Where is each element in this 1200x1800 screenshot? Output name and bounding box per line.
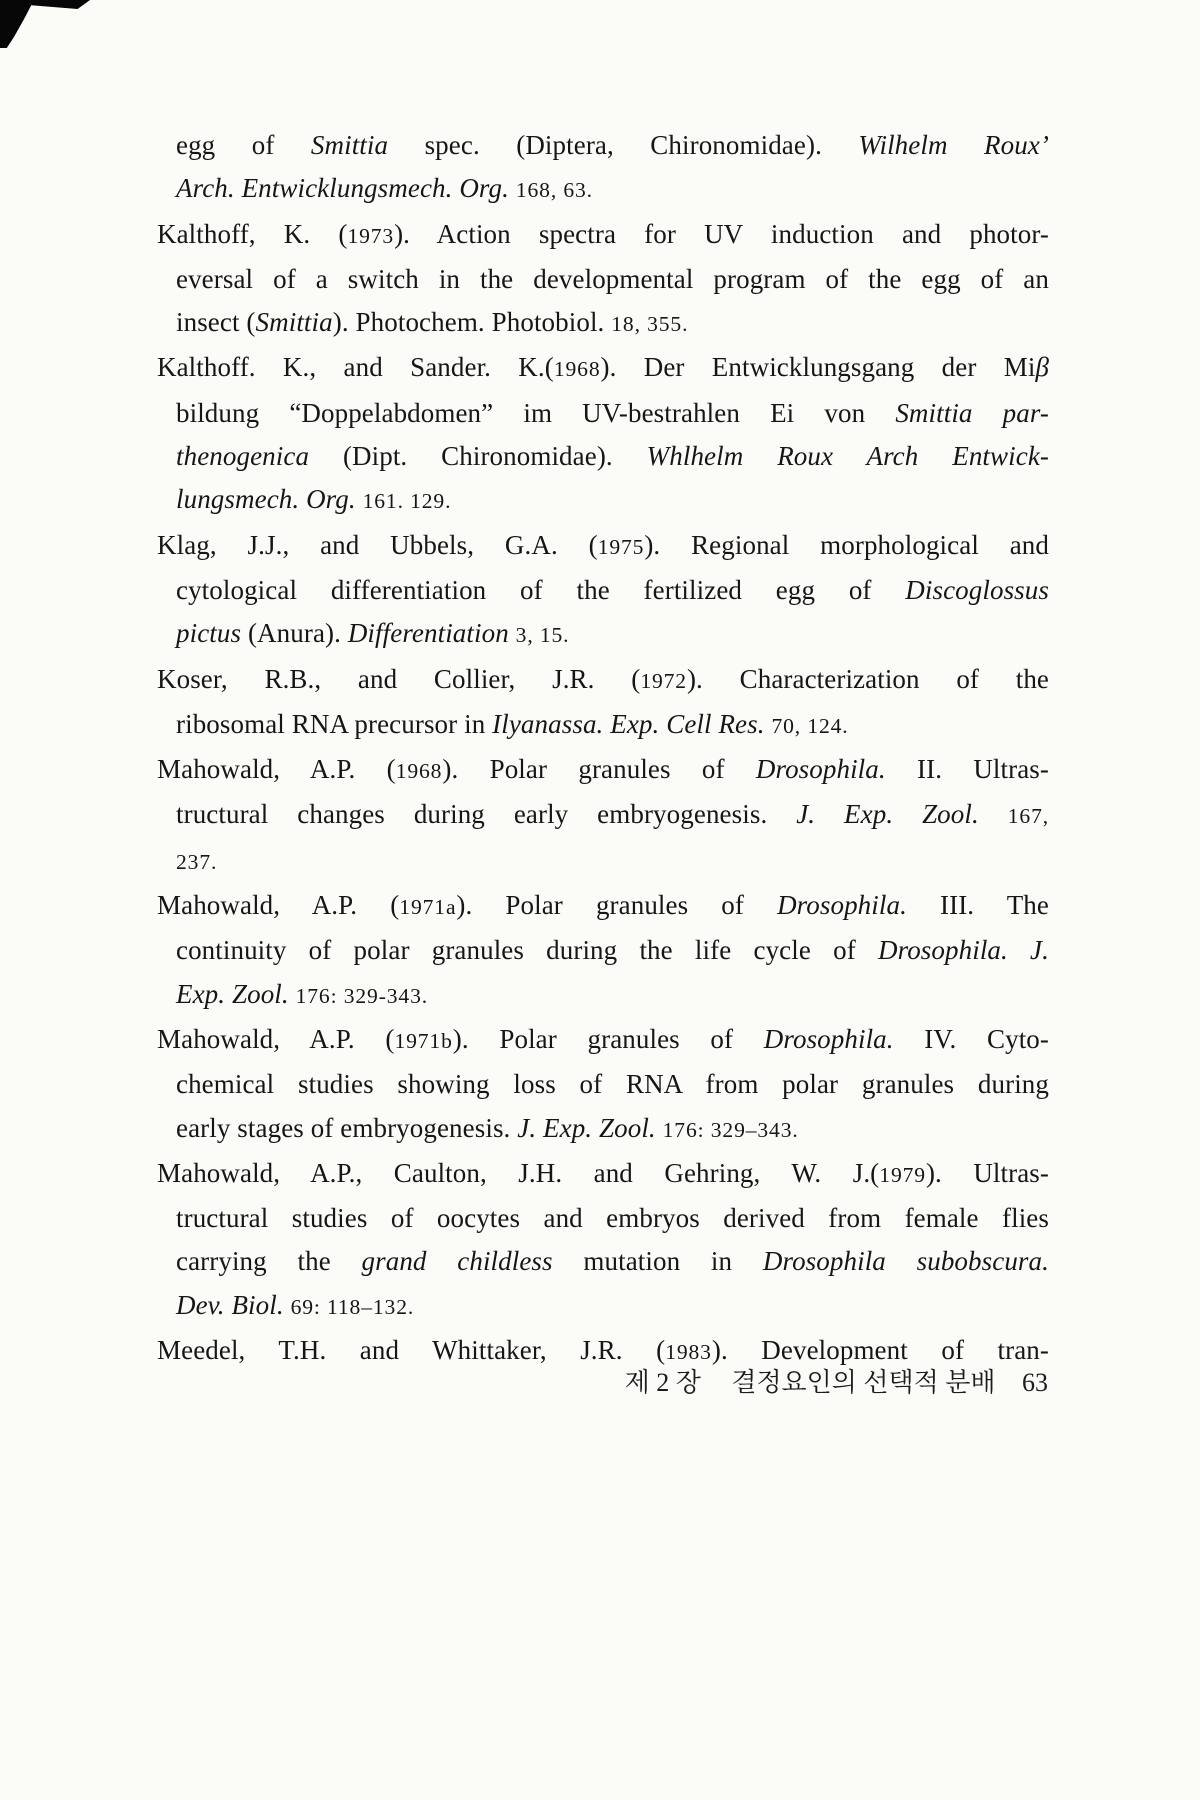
text-segment: tructural studies of oocytes and embryos derived from female flies [176,1203,1049,1234]
text-segment: β [1035,352,1050,383]
reference-line [157,213,1049,258]
text-segment: Mahowald, A.P. ( [157,754,396,785]
text-segment: Dev. Biol. [176,1289,284,1320]
reference-entry [157,658,1049,749]
text-segment: ). Photochem. Photobiol. [332,307,612,338]
scan-artifact-top-edge [28,0,90,9]
reference-entry [157,884,1049,1018]
text-segment: 1971a [399,895,457,920]
text-segment [509,618,516,648]
text-segment: ). Polar granules of [456,890,778,921]
text-segment: pictus [176,618,242,649]
text-segment: Drosophila subobscura. [762,1246,1049,1277]
text-segment: Drosophila. [755,754,886,785]
reference-line [157,929,1049,972]
text-segment [284,1290,291,1320]
reference-line [157,124,1049,167]
reference-line [157,884,1049,929]
reference-line [157,478,1049,523]
reference-line [157,1240,1049,1283]
text-segment: J. Exp. Zool. [517,1112,656,1143]
reference-line [157,167,1049,212]
text-segment: 1968 [553,357,601,382]
text-segment: Koser, R.B., and Collier, J.R. ( [157,663,641,694]
text-segment: III. The [906,890,1049,921]
reference-entry [157,748,1049,884]
text-segment: IV. Cyto- [893,1023,1049,1054]
text-segment: ribosomal RNA precursor in [176,708,493,739]
reference-entry [157,124,1049,213]
text-segment: ). Characterization of the [686,663,1050,694]
text-segment: 70, 124. [771,713,849,738]
text-segment: ). Action spectra for UV induction and photor- [394,218,1049,249]
text-segment: ). Ultras- [925,1157,1049,1188]
text-segment: 1971b [394,1028,453,1053]
text-segment: Mahowald, A.P. ( [157,890,400,921]
text-segment: bildung “Doppelabdomen” im UV-bestrahlen Ei von [176,397,896,428]
text-segment: chemical studies showing loss of RNA from polar granules during [176,1069,1049,1100]
text-segment: Drosophila. [763,1023,894,1054]
text-segment: 1983 [665,1340,712,1365]
text-segment: insect ( [176,307,256,338]
reference-line [157,1107,1049,1152]
text-segment: Drosophila. J. [878,935,1049,966]
text-segment: eversal of a switch in the developmental program of the egg of an [176,263,1049,294]
text-segment: Wilhelm Roux’ [858,130,1049,160]
reference-line [157,839,1049,884]
scan-artifact-corner [0,0,34,48]
text-segment: 1972 [640,668,687,693]
text-segment: 69: 118–132. [290,1294,415,1319]
text-segment: J. Exp. Zool. [796,799,979,830]
text-segment: Kalthoff. K., and Sander. K.( [157,352,554,383]
text-segment: Exp. Zool. [176,978,289,1009]
reference-entry [157,1018,1049,1152]
text-segment: ). Regional morphological and [644,529,1049,560]
text-segment: Klag, J.J., and Ubbels, G.A. ( [157,529,598,560]
text-segment [979,799,1008,829]
text-segment: tructural changes during early embryogenesis. [176,799,797,830]
reference-line [157,1018,1049,1063]
footer-chapter-label: 제 2 장 [624,1368,701,1397]
page-footer [625,1362,1048,1399]
text-segment: ). Polar granules of [452,1023,764,1054]
reference-line [157,258,1049,301]
reference-line [157,612,1049,657]
text-segment: ). Development of tran- [711,1335,1049,1366]
text-segment: continuity of polar granules during the life cycle of [176,935,878,966]
text-segment: thenogenica [176,441,310,472]
text-segment: Ilyanassa. Exp. Cell Res. [492,708,765,739]
text-segment [656,1113,663,1143]
reference-line [157,1063,1049,1106]
text-segment: Arch. Entwicklungsmech. Org. [176,173,516,204]
text-segment: spec. (Diptera, Chironomidae). [388,130,859,160]
text-segment: Drosophila. [777,890,907,921]
text-segment: 18, 355. [611,312,689,337]
text-segment: ). Der Entwicklungsgang der Mi [600,352,1036,383]
text-segment: mutation in [552,1246,763,1277]
reference-line [157,569,1049,612]
text-segment: cytological differentiation of the fertilized egg of [176,574,906,605]
reference-line [157,748,1049,793]
text-segment: II. Ultras- [885,754,1049,785]
reference-line [157,703,1049,748]
text-segment: 1979 [879,1162,926,1187]
text-segment: 161. 129. [362,489,452,514]
text-segment: 176: 329–343. [662,1117,799,1142]
text-segment: (Dipt. Chironomidae). [309,441,647,472]
text-segment: Mahowald, A.P., Caulton, J.H. and Gehring, W. J.( [157,1157,880,1188]
reference-line [157,346,1049,391]
text-segment: grand childless [361,1246,553,1277]
text-segment: 1975 [597,534,645,559]
text-segment: Whlhelm Roux Arch Entwick- [646,441,1049,472]
reference-line [157,435,1049,478]
reference-line [157,524,1049,569]
text-segment: 1968 [395,759,443,784]
reference-line [157,301,1049,346]
reference-line [157,392,1049,435]
reference-line [157,1284,1049,1329]
text-segment: carrying the [176,1246,362,1277]
text-segment: (Anura). [241,618,348,649]
text-segment: 167, [1007,804,1049,829]
text-segment: Smittia [310,130,389,160]
reference-line [157,973,1049,1018]
reference-line [157,1197,1049,1240]
text-segment: 3, 15. [515,623,570,648]
text-segment: 168, 63. [515,178,593,203]
text-segment: Differentiation [347,618,509,649]
footer-page-number: 63 [1022,1368,1048,1397]
reference-entry [157,524,1049,658]
reference-line [157,658,1049,703]
text-segment [289,979,296,1009]
reference-entry [157,213,1049,347]
text-segment: 176: 329-343. [295,983,429,1008]
footer-section-title: 결정요인의 선택적 분배 [731,1368,996,1397]
text-segment: Kalthoff, K. ( [157,218,348,249]
text-segment: Discoglossus [905,574,1049,605]
reference-entry [157,1152,1049,1329]
text-segment: 1973 [347,223,395,248]
reference-line [157,1152,1049,1197]
text-segment: lungsmech. Org. [176,484,363,515]
text-segment: Meedel, T.H. and Whittaker, J.R. ( [157,1335,666,1366]
reference-line [157,793,1049,838]
text-segment: egg of [176,130,311,160]
references-list [157,124,1049,1374]
text-segment: Smittia par- [895,397,1049,428]
reference-entry [157,346,1049,523]
text-segment: early stages of embryogenesis. [176,1112,518,1143]
text-segment: Smittia [255,307,333,338]
text-segment: 237. [176,849,218,874]
text-segment: ). Polar granules of [442,754,756,785]
text-segment: Mahowald, A.P. ( [157,1023,395,1054]
